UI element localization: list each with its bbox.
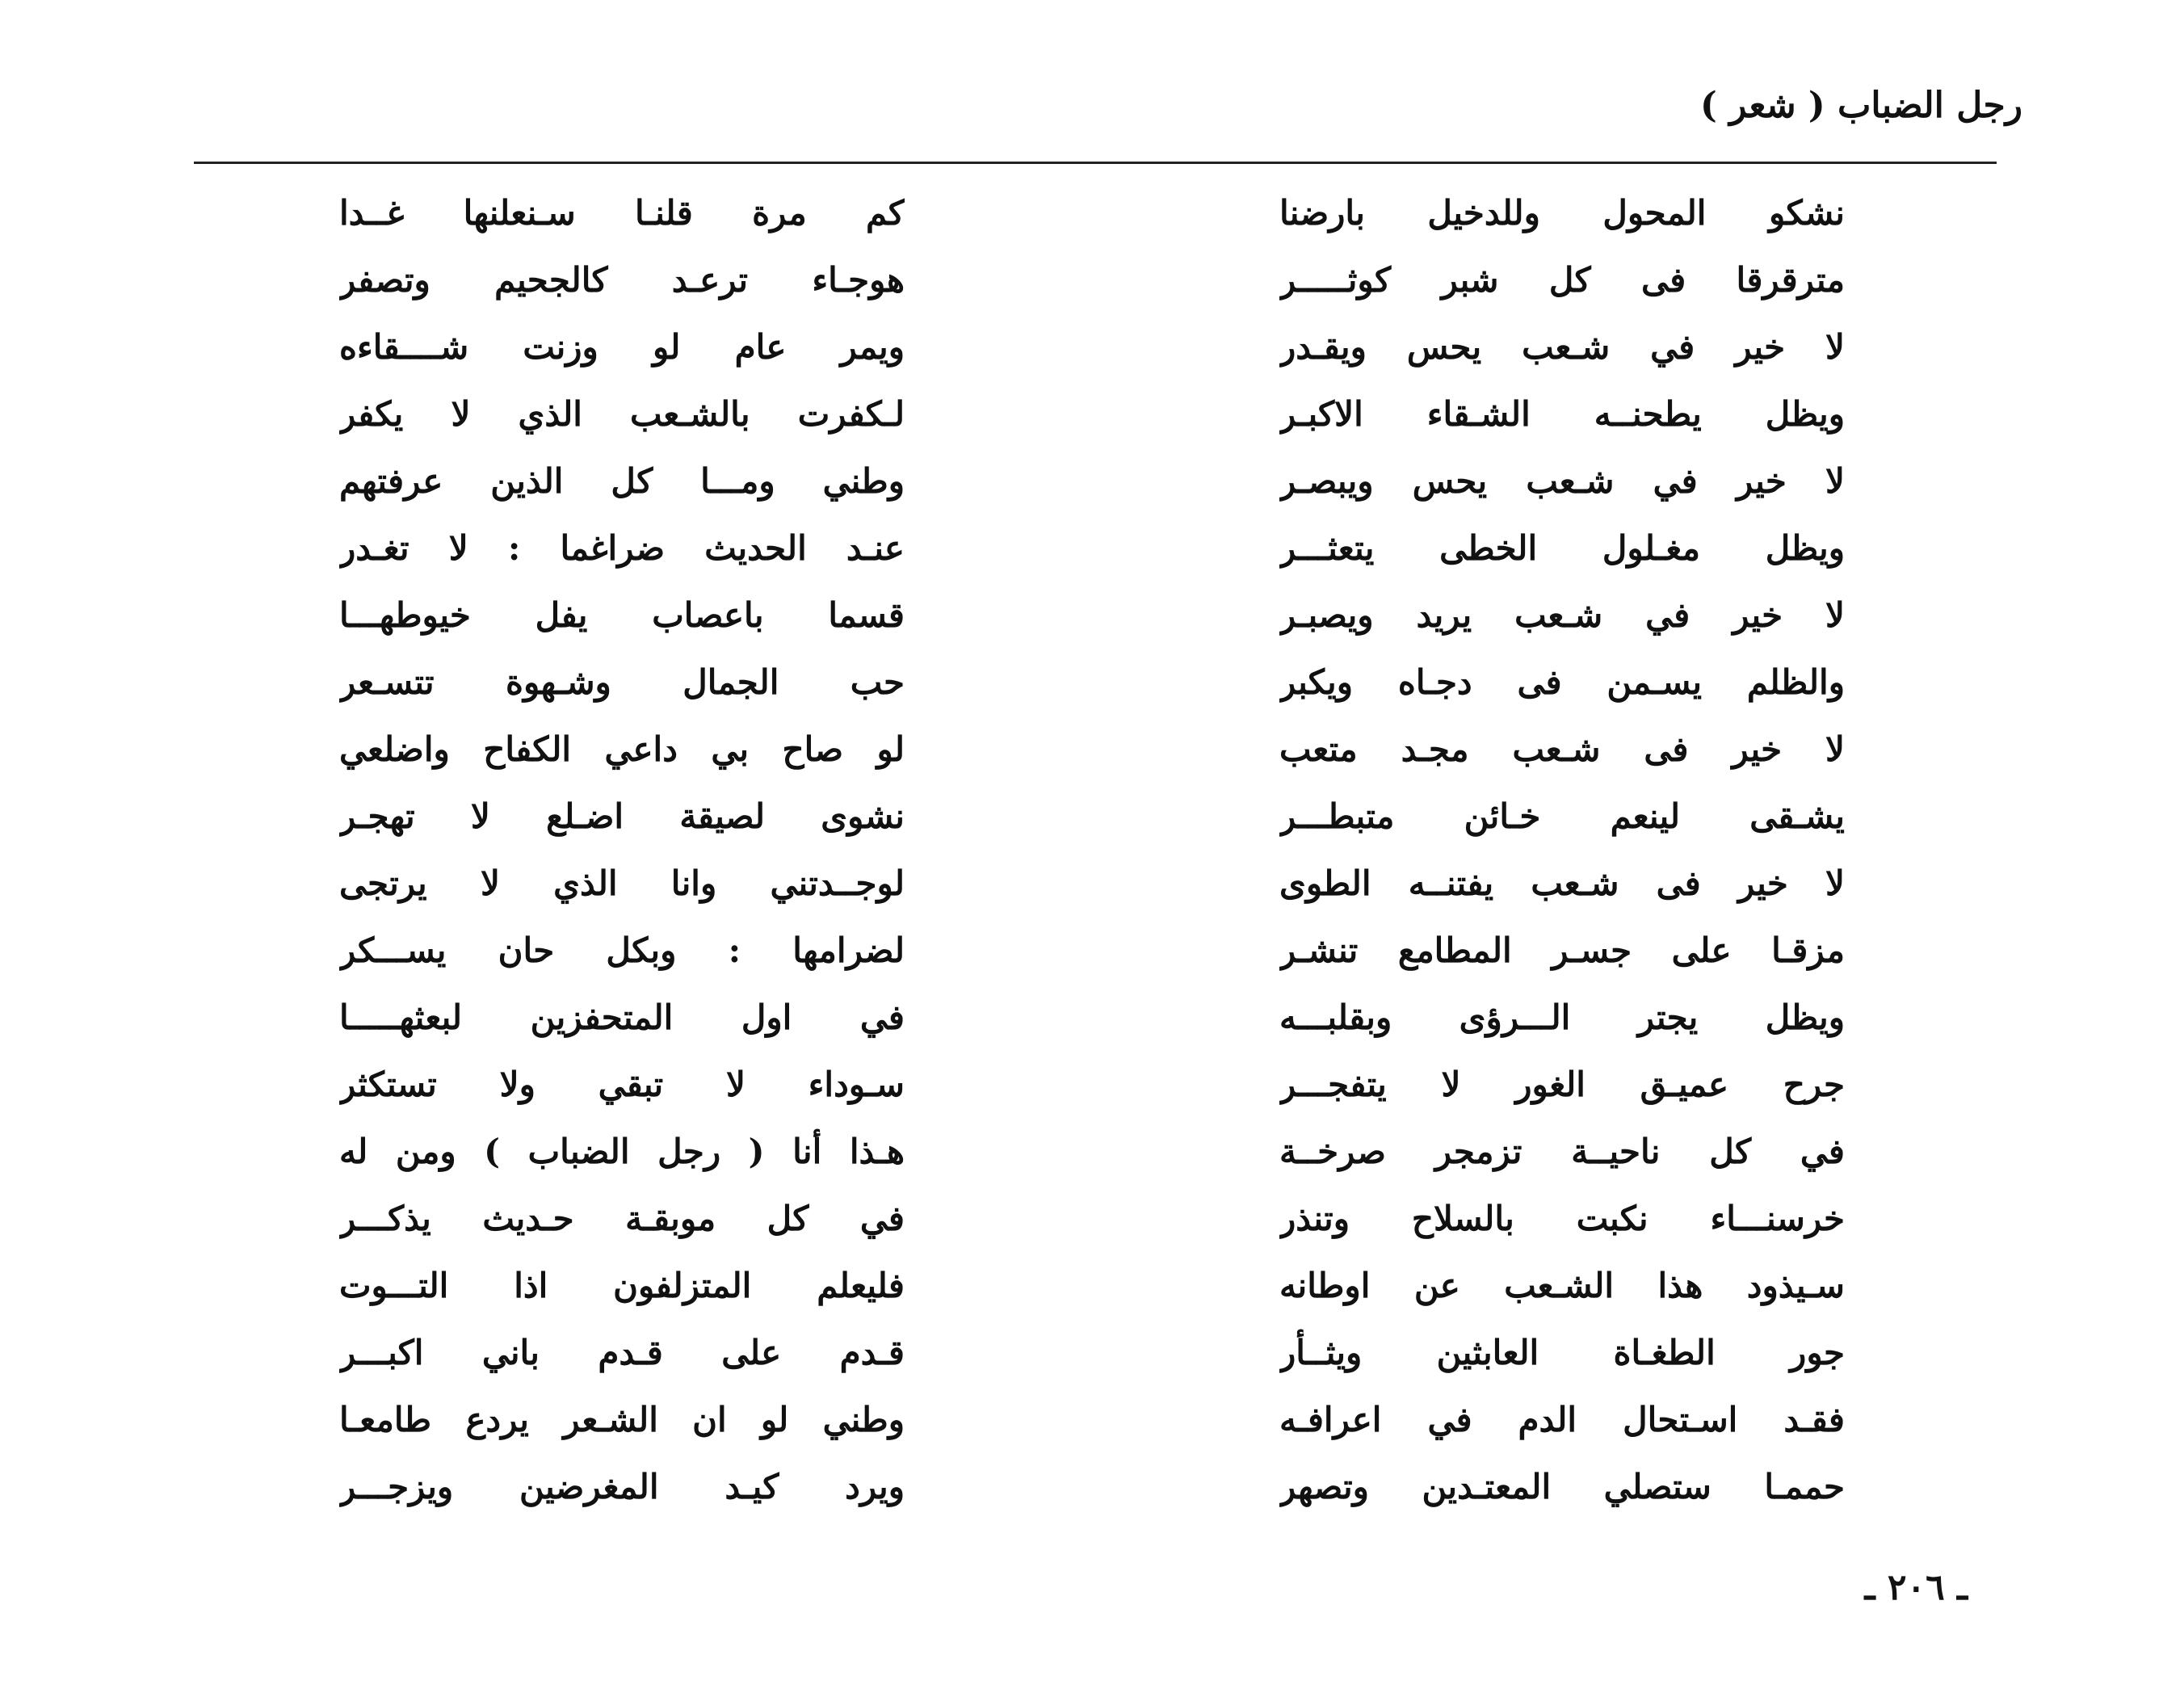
verse-line: لضرامها : وبكل حان يســـكر — [339, 931, 905, 970]
verse-line: في كل موبقـة حـديث يذكـــر — [339, 1199, 905, 1238]
verse-line: مترقرقا فى كل شبر كوثـــــر — [1279, 260, 1845, 300]
verse-line: خرسنـــاء نكبت بالسلاح وتنذر — [1279, 1199, 1845, 1238]
verse-line: يشـقى لينعم خـائن متبطـــر — [1279, 796, 1845, 836]
verse-line: فليعلم المتزلفون اذا التـــوت — [339, 1266, 905, 1305]
verse-line: جور الطغـاة العابثين ويثــأر — [1279, 1333, 1845, 1372]
verse-line: عنـد الحديث ضراغما : لا تغـدر — [339, 528, 905, 568]
verse-line: حممـا ستصلي المعتـدين وتصهر — [1279, 1467, 1845, 1506]
verse-line: لا خير فى شـعب يفتنــه الطوى — [1279, 863, 1845, 903]
running-header-title: رجل الضباب ( شعر ) — [1700, 85, 2022, 126]
verse-line: لا خير في شـعب يحس ويبصـر — [1279, 461, 1845, 501]
verse-line: فقـد اسـتحال الدم في اعرافـه — [1279, 1400, 1845, 1439]
poem-column-left — [339, 179, 905, 1520]
verse-line: ويرد كيـد المغرضين ويزجـــر — [339, 1467, 905, 1506]
verse-line: جرح عميـق الغور لا يتفجـــر — [1279, 1065, 1845, 1104]
page-number: ـ ٢٠٦ ـ — [1864, 1567, 1968, 1608]
verse-line: هـذا أنا ( رجل الضباب ) ومن له — [339, 1132, 905, 1171]
verse-line: لا خير في شـعب يريد ويصبـر — [1279, 595, 1845, 635]
verse-line: لوجــدتني وانا الذي لا يرتجى — [339, 863, 905, 903]
verse-line: مزقـا على جسـر المطامع تنشـر — [1279, 931, 1845, 970]
verse-line: في كل ناحيــة تزمجر صرخــة — [1279, 1132, 1845, 1171]
verse-line: سـيذود هذا الشـعب عن اوطانه — [1279, 1266, 1845, 1305]
verse-line: وطني ومـــا كل الذين عرفتهم — [339, 461, 905, 501]
verse-line: ويظل يجتر الـــرؤى وبقلبـــه — [1279, 998, 1845, 1037]
verse-line: هوجـاء ترعـد كالجحيم وتصفر — [339, 260, 905, 300]
verse-line: والظلم يسـمن فى دجـاه ويكبر — [1279, 662, 1845, 702]
verse-line: قـدم على قـدم باني اكبـــر — [339, 1333, 905, 1372]
verse-line: وطني لو ان الشـعر يردع طامعـا — [339, 1400, 905, 1439]
verse-line: لو صاح بي داعي الكفاح واضلعي — [339, 729, 905, 769]
verse-line: في اول المتحفزين لبعثهـــــا — [339, 998, 905, 1037]
verse-line: لا خير فى شـعب مجـد متعب — [1279, 729, 1845, 769]
verse-line: حب الجمال وشـهوة تتسـعر — [339, 662, 905, 702]
verse-line: ويمر عام لو وزنت شــــقاءه — [339, 327, 905, 367]
verse-line: ويظل مغـلول الخطى يتعثـــر — [1279, 528, 1845, 568]
verse-line: كم مرة قلنـا سـنعلنها غــدا — [339, 193, 905, 233]
header-divider — [194, 162, 1997, 164]
verse-line: نشكو المحول وللدخيل بارضنا — [1279, 193, 1845, 233]
verse-line: ويظل يطحنــه الشـقاء الاكبـر — [1279, 394, 1845, 434]
verse-line: نشوى لصيقة اضـلع لا تهجـر — [339, 796, 905, 836]
verse-line: لـكفرت بالشـعب الذي لا يكفر — [339, 394, 905, 434]
verse-line: سـوداء لا تبقي ولا تستكثر — [339, 1065, 905, 1104]
verse-line: لا خير في شـعب يحس ويقـدر — [1279, 327, 1845, 367]
poem-column-right — [1279, 179, 1845, 1520]
verse-line: قسما باعصاب يفل خيوطهـــا — [339, 595, 905, 635]
